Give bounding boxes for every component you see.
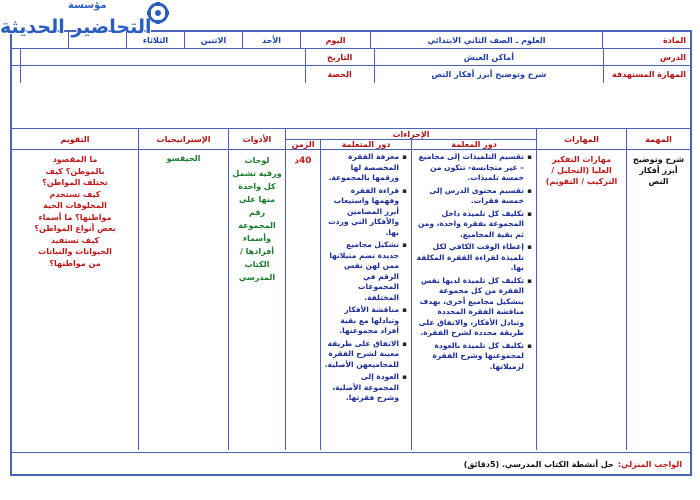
homework-label: الواجب المنزلي: <box>617 460 682 469</box>
teacher-step: ▪ تكليف كل تلميذة لديها نفس الفقرة من كل مجموعة بتشكيل مجاميع أخرى، بهدف مناقشة الفقرة المحددة وتبادل الأفكار، والاتفاق على طريقة محددة لشرح الفقرة. <box>414 276 532 339</box>
student-step: ▪ قراءة الفقرة وفهمها واستيعاب أبرز المضامين والأفكار التي وردت بها. <box>323 186 407 239</box>
day-tuesday: الثلاثاء <box>126 32 184 48</box>
skill-label: المهارة المستهدفة <box>603 66 690 83</box>
day-label: اليوم <box>300 32 370 48</box>
strategies-cell: الجيقسو <box>138 150 228 450</box>
teacher-step: ▪ تقسيم محتوى الدرس إلى خمسة فقرات. <box>414 186 532 207</box>
header-strategies: الإستراتيجيات <box>138 128 228 150</box>
homework-text: حل أنشطة الكتاب المدرسي. (5دقائق) <box>463 460 614 469</box>
teacher-role-cell <box>411 150 536 450</box>
lesson-plan-page <box>10 30 692 476</box>
skill-value: شرح وتوضيح أبرز أفكار النص <box>374 66 603 83</box>
homework-row <box>12 452 690 476</box>
teacher-step: ▪ تكليف كل تلميذة بالعودة لمجموعتها وشرح الفقرة لزميلاتها. <box>414 341 532 373</box>
day-sunday: الأحد <box>242 32 300 48</box>
watermark-logo <box>0 0 180 46</box>
period-cell-empty <box>12 66 20 83</box>
date-label: التاريخ <box>305 49 374 65</box>
date-cell-empty <box>12 49 20 65</box>
lesson-value: أماكن العيش <box>374 49 603 65</box>
subject-value: العلوم ـ الصف الثاني الابتدائي <box>370 32 602 48</box>
subject-label: المادة <box>602 32 690 48</box>
header-row-lesson <box>12 49 690 66</box>
header-procedures: الإجراءات <box>285 128 536 140</box>
student-step: ▪ الاتفاق على طريقة معينة لشرح الفقرة للمجاميعهن الأصلية. <box>323 339 407 371</box>
header-task: المهمة <box>626 128 690 150</box>
teacher-step: ▪ إعطاء الوقت الكافي لكل تلميذة لقراءة الفقرة المكلفة بها. <box>414 242 532 274</box>
student-step: ▪ مناقشة الأفكار وتبادلها مع بقية أفراد مجموعتها. <box>323 305 407 337</box>
period-value <box>20 66 305 83</box>
evaluation-cell: ما المقصود بالموطن؟ كيف تختلف المواطن؟ كيف تستخدم المخلوقات الحية مواطنها؟ ما أسماء بعض أنواع المواطن؟ كيف تستفيد الحيوانات والنباتات من مواطنها؟ <box>34 155 116 268</box>
teacher-step: ▪ تقسيم التلميذات إلى مجاميع – غير متجانسة- تتكون من خمسة تلميذات. <box>414 152 532 184</box>
header-teacher-role: دور المعلمة <box>411 140 536 150</box>
teacher-step: ▪ تكليف كل تلميذة داخل المجموعة بفقرة واحدة، ومن ثم بقية المجاميع. <box>414 209 532 241</box>
student-step: ▪ العودة إلى المجموعة الأصلية، وشرح فقرتها. <box>323 372 407 404</box>
task-cell: شرح وتوضيح أبرز أفكار النص <box>626 150 690 450</box>
lesson-label: الدرس <box>603 49 690 65</box>
header-student-role: دور المتعلمة <box>320 140 411 150</box>
student-step: ▪ معرفة الفقرة المخصصة لها ورقمها بالمجموعة. <box>323 152 407 184</box>
tools-cell: لوحات ورقية تشمل كل واحدة منها على رقم المجموعة وأسماء أفرادها / الكتاب المدرسي <box>228 150 285 450</box>
skills-cell: مهارات التفكير العليا (التحليل / التركيب / التقويم) <box>536 150 626 450</box>
header-skills: المهارات <box>536 128 626 150</box>
day-monday: الاثنين <box>184 32 242 48</box>
header-time: الزمن <box>285 140 320 150</box>
student-role-cell <box>320 150 411 450</box>
date-value <box>20 49 305 65</box>
watermark-top-text: مؤسسة <box>68 0 107 11</box>
student-step: ▪ تشكيل مجاميع جديدة تضم مثيلاتها ممن لهن نفس الرقم في المجموعات المختلفة. <box>323 240 407 303</box>
header-evaluation: التقويم <box>12 128 138 150</box>
period-label: الحصة <box>305 66 374 83</box>
header-row-skill <box>12 66 690 83</box>
time-cell: 40د <box>285 150 320 450</box>
watermark-name: التحاضير الحديثة <box>0 16 152 38</box>
header-tools: الأدوات <box>228 128 285 150</box>
